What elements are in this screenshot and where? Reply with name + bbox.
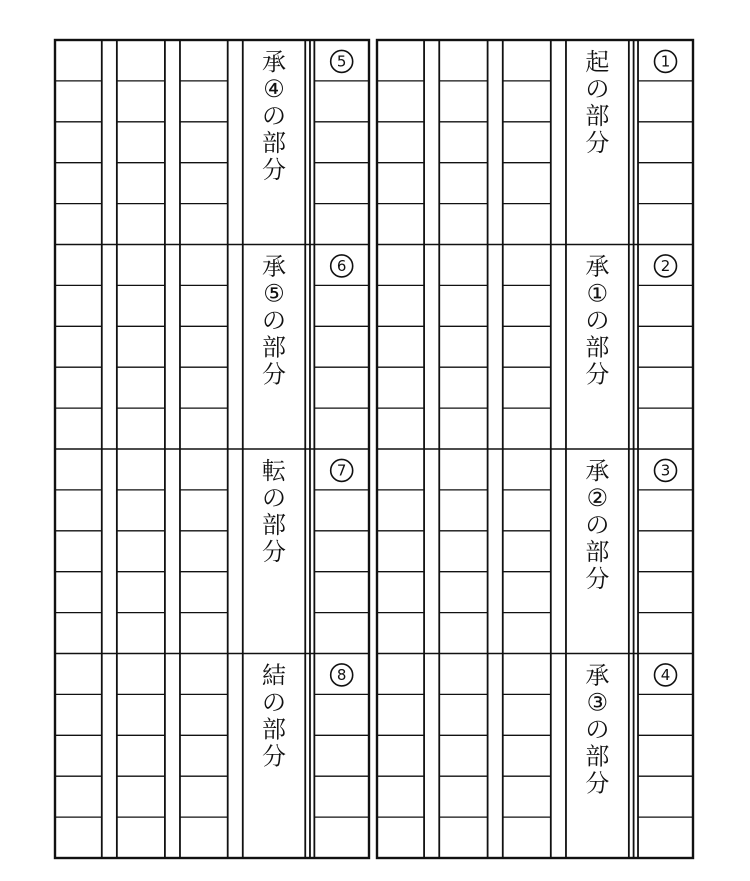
section-label-char: 承 xyxy=(262,48,287,76)
section-label-char: の xyxy=(262,102,287,130)
section-label-char: 部 xyxy=(585,333,610,362)
section-number: 1 xyxy=(660,52,671,71)
section-label-char: 結 xyxy=(262,661,287,690)
section-label-char: の xyxy=(262,688,287,717)
section-label-char: の xyxy=(585,75,610,103)
section-label-char: の xyxy=(262,484,287,512)
manuscript-sheet-1 xyxy=(55,40,369,858)
section-number: 8 xyxy=(336,665,347,684)
section-label-char: 部 xyxy=(262,129,287,157)
section-label-char: の xyxy=(585,511,610,539)
section-number: 2 xyxy=(660,256,671,275)
section-1 xyxy=(262,48,353,184)
section-label-char: ⑤ xyxy=(263,279,285,308)
section-3 xyxy=(585,457,676,593)
section-2 xyxy=(585,253,676,389)
section-label-char: 分 xyxy=(585,360,610,389)
section-label-char: ③ xyxy=(586,688,609,717)
section-label-char: ② xyxy=(586,484,609,512)
section-label-char: 承 xyxy=(585,661,610,690)
section-label-char: 分 xyxy=(585,129,610,157)
section-label-char: の xyxy=(262,306,287,335)
section-2 xyxy=(262,253,353,389)
section-label-char: ④ xyxy=(263,75,285,103)
section-number: 4 xyxy=(660,665,671,684)
section-label-char: 分 xyxy=(262,742,287,771)
section-number: 3 xyxy=(660,461,671,480)
section-4 xyxy=(262,662,353,771)
section-label-char: 部 xyxy=(585,538,610,566)
section-label-char: 承 xyxy=(585,457,610,485)
section-label-char: 部 xyxy=(585,102,610,130)
section-3 xyxy=(262,457,353,566)
manuscript-sheet-2 xyxy=(377,40,693,858)
section-label-char: 転 xyxy=(262,457,287,485)
section-label-char: 分 xyxy=(262,360,287,389)
section-label-char: 部 xyxy=(585,742,610,771)
section-label-char: 部 xyxy=(262,715,287,744)
section-label-char: 分 xyxy=(262,156,287,184)
section-4 xyxy=(585,662,676,798)
section-label-char: 分 xyxy=(585,769,610,798)
section-label-char: 分 xyxy=(585,565,610,593)
section-label-char: 分 xyxy=(262,538,287,566)
section-label-char: 部 xyxy=(262,511,287,539)
section-label-char: 承 xyxy=(262,252,287,281)
section-label-char: ① xyxy=(586,279,609,308)
section-label-char: 部 xyxy=(262,333,287,362)
section-label-char: 承 xyxy=(585,252,610,281)
section-number: 7 xyxy=(336,461,347,480)
section-number: 5 xyxy=(336,52,347,71)
section-label-char: の xyxy=(585,715,610,744)
section-1 xyxy=(585,48,676,157)
section-number: 6 xyxy=(336,256,347,275)
section-label-char: の xyxy=(585,306,610,335)
section-label-char: 起 xyxy=(585,48,610,76)
